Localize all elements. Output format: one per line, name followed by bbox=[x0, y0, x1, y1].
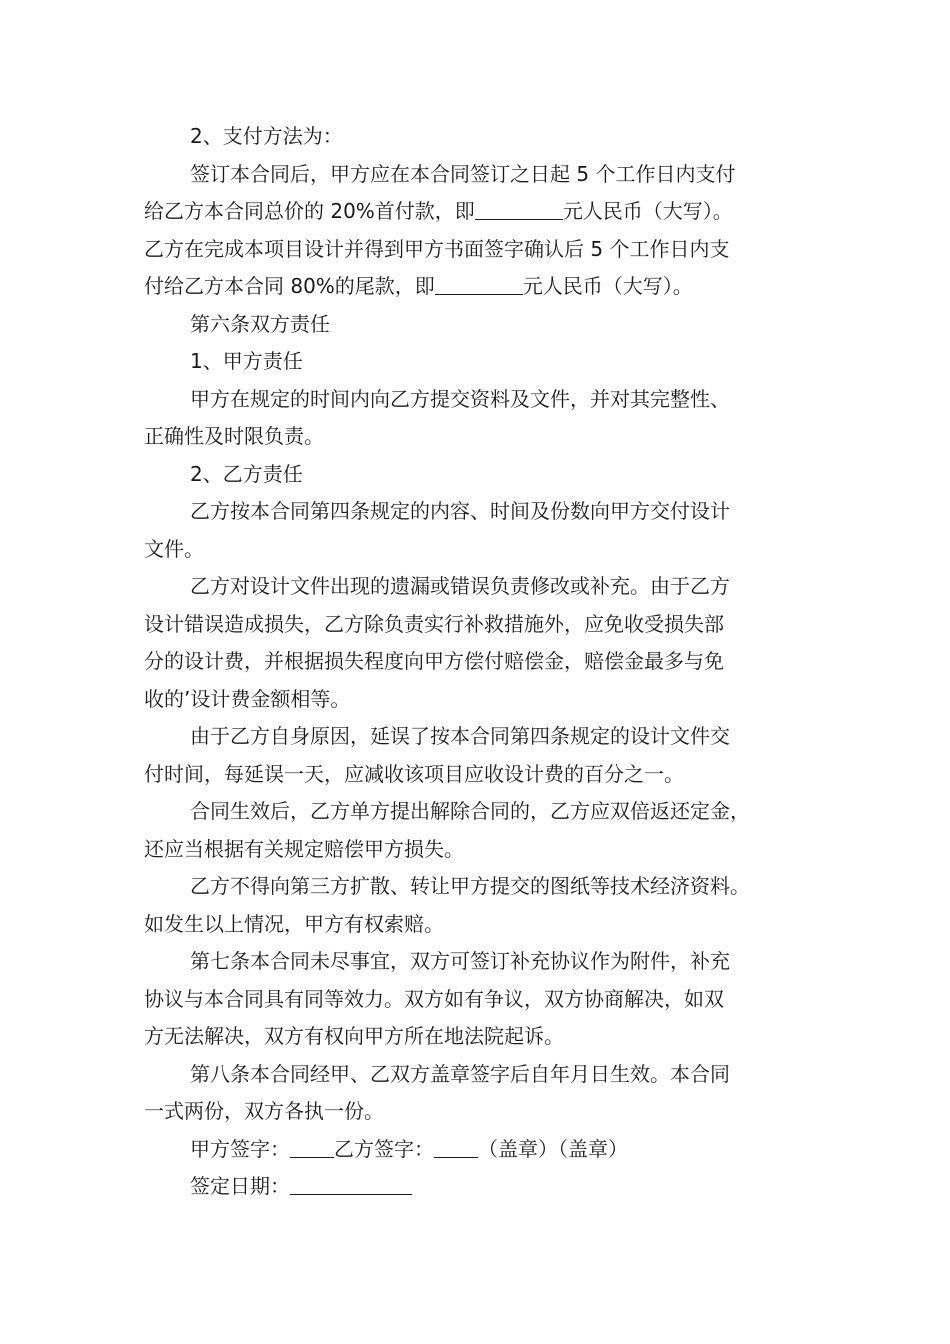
date-blank bbox=[290, 1172, 412, 1195]
final-payment-amount-blank bbox=[435, 272, 523, 295]
party-b-p4-line-2: 还应当根据有关规定赔偿甲方损失。 bbox=[144, 836, 464, 861]
party-b-p1-line-1: 乙方按本合同第四条规定的内容、时间及份数向甲方交付设计 bbox=[190, 499, 730, 523]
party-a-paragraph bbox=[144, 381, 809, 456]
party-b-p2-line-3: 分的设计费，并根据损失程度向甲方偿付赔偿金，赔偿金最多与免 bbox=[144, 649, 724, 673]
party-a-line-2: 正确性及时限负责。 bbox=[144, 424, 324, 448]
party-b-p1-line-2: 文件。 bbox=[144, 536, 204, 561]
party-a-heading: 1、甲方责任 bbox=[190, 349, 303, 373]
contract-body bbox=[144, 118, 809, 1206]
party-a-line-1: 甲方在规定的时间内向乙方提交资料及文件，并对其完整性、 bbox=[190, 386, 730, 411]
party-b-heading: 2、乙方责任 bbox=[190, 461, 303, 486]
party-b-p2-line-4: 收的’设计费金额相等。 bbox=[144, 686, 351, 711]
article-7-line-1: 第七条本合同未尽事宜，双方可签订补充协议作为附件，补充 bbox=[190, 949, 730, 973]
party-b-paragraph-4 bbox=[144, 793, 809, 868]
party-b-paragraph-1 bbox=[144, 493, 809, 568]
seal-labels: （盖章）（盖章） bbox=[478, 1136, 628, 1161]
party-b-paragraph-2 bbox=[144, 568, 809, 718]
party-b-paragraph-5 bbox=[144, 868, 809, 943]
payment-line-4: 付给乙方本合同 80%的尾款，即 元人民币（大写）。 bbox=[144, 274, 693, 298]
article-7-line-2: 协议与本合同具有同等效力。双方如有争议，双方协商解决，如双 bbox=[144, 986, 724, 1011]
article-7-paragraph bbox=[144, 943, 809, 1056]
article-6-heading: 第六条双方责任 bbox=[190, 311, 330, 336]
party-a-signature-blank bbox=[290, 1135, 334, 1158]
party-b-p2-line-1: 乙方对设计文件出现的遗漏或错误负责修改或补充。由于乙方 bbox=[190, 574, 730, 598]
signature-line bbox=[144, 1131, 809, 1169]
party-b-p5-line-2: 如发生以上情况，甲方有权索赔。 bbox=[144, 911, 444, 936]
payment-heading: 2、支付方法为： bbox=[190, 124, 343, 148]
party-b-p3-line-1: 由于乙方自身原因，延误了按本合同第四条规定的设计文件交 bbox=[190, 724, 730, 748]
party-b-signature-label: 乙方签字： bbox=[334, 1136, 434, 1161]
party-a-signature-label: 甲方签字： bbox=[190, 1136, 290, 1161]
party-b-paragraph-3 bbox=[144, 718, 809, 793]
payment-line-2: 给乙方本合同总价的 20%首付款，即 元人民币（大写）。 bbox=[144, 199, 733, 223]
payment-paragraph bbox=[144, 156, 809, 306]
payment-line-1: 签订本合同后，甲方应在本合同签订之日起 5 个工作日内支付 bbox=[190, 161, 736, 186]
date-line bbox=[144, 1168, 809, 1206]
party-b-signature-blank bbox=[434, 1135, 478, 1158]
party-b-p5-line-1: 乙方不得向第三方扩散、转让甲方提交的图纸等技术经济资料。 bbox=[190, 874, 750, 898]
party-b-p3-line-2: 付时间，每延误一天，应减收该项目应收设计费的百分之一。 bbox=[144, 761, 684, 786]
down-payment-amount-blank bbox=[475, 197, 563, 220]
article-8-line-2: 一式两份，双方各执一份。 bbox=[144, 1099, 384, 1123]
party-b-p4-line-1: 合同生效后，乙方单方提出解除合同的，乙方应双倍返还定金， bbox=[190, 799, 750, 823]
payment-line-3: 乙方在完成本项目设计并得到甲方书面签字确认后 5 个工作日内支 bbox=[144, 236, 730, 261]
date-label: 签定日期： bbox=[190, 1174, 290, 1198]
article-7-line-3: 方无法解决，双方有权向甲方所在地法院起诉。 bbox=[144, 1024, 564, 1048]
party-b-p2-line-2: 设计错误造成损失，乙方除负责实行补救措施外，应免收受损失部 bbox=[144, 611, 724, 636]
article-8-paragraph bbox=[144, 1056, 809, 1131]
article-8-line-1: 第八条本合同经甲、乙双方盖章签字后自年月日生效。本合同 bbox=[190, 1061, 730, 1086]
